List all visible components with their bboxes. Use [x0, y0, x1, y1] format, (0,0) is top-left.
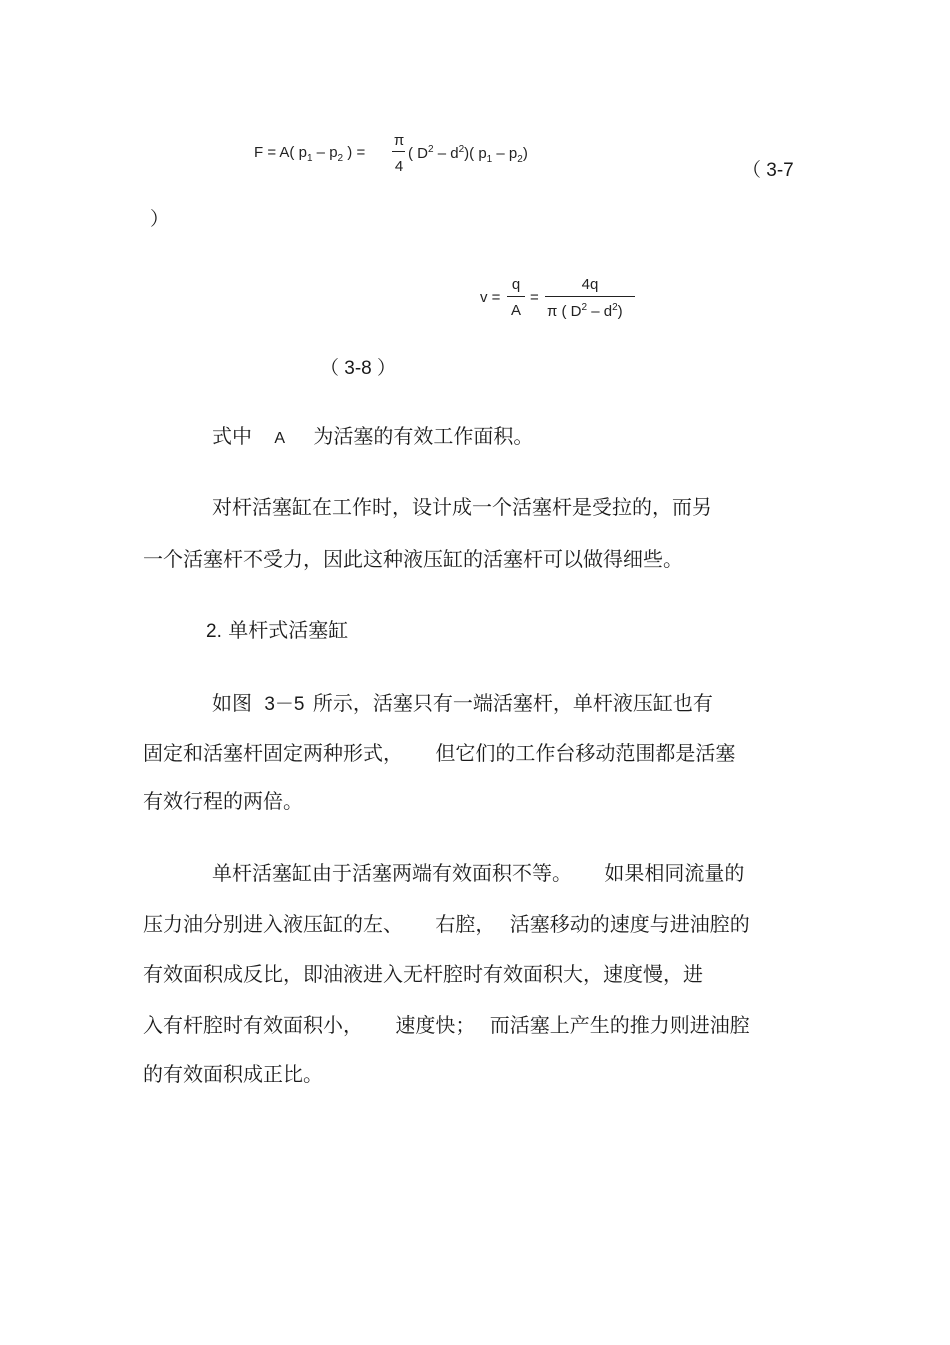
eq37-fraction-bar: [392, 151, 405, 152]
paragraph-line: 对杆活塞缸在工作时，设计成一个活塞杆是受拉的，而另: [212, 495, 712, 519]
section-heading: 2. 单杆式活塞缸: [206, 618, 349, 642]
paragraph-line: 的有效面积成正比。: [143, 1062, 323, 1086]
paragraph-line: 如图 3－5 所示，活塞只有一端活塞杆，单杆液压缸也有: [212, 691, 713, 715]
eq37-label: （ 3-7: [742, 160, 794, 181]
eq37-frac-numerator: π: [393, 132, 405, 149]
paragraph-line: 一个活塞杆不受力，因此这种液压缸的活塞杆可以做得细些。: [143, 547, 683, 571]
eq38-equals: =: [530, 289, 539, 306]
eq37-rhs: ( $D^2 - d^2$)( $p_1 - p_2$): [408, 144, 528, 165]
eq37-frac-denominator: 4: [394, 158, 404, 175]
variable-definition: 式中 A 为活塞的有效工作面积。: [212, 424, 534, 448]
eq37-label-close: ）: [150, 209, 170, 230]
paragraph-line: 单杆活塞缸由于活塞两端有效面积不等。 如果相同流量的: [212, 861, 745, 885]
eq38-label: （ 3-8 ）: [320, 358, 397, 379]
paragraph-line: 入有杆腔时有效面积小， 速度快； 而活塞上产生的推力则进油腔: [143, 1013, 750, 1037]
paragraph-line: 固定和活塞杆固定两种形式， 但它们的工作台移动范围都是活塞: [143, 741, 736, 765]
eq38-frac2-bar: [545, 296, 635, 297]
eq38-frac2-denominator: π ( $D^2 - d^2$): [547, 302, 623, 320]
eq37-lhs: F = A( $p_1 - p_2$ ) =: [254, 144, 366, 164]
paragraph-line: 有效面积成反比，即油液进入无杆腔时有效面积大，速度慢，进: [143, 962, 703, 986]
eq38-frac1-numerator: q: [511, 276, 521, 293]
eq38-frac1-denominator: A: [510, 302, 521, 319]
eq38-frac2-numerator: 4q: [581, 276, 599, 293]
eq38-lhs: v =: [480, 289, 501, 306]
paragraph-line: 有效行程的两倍。: [143, 789, 303, 813]
eq38-frac1-bar: [507, 296, 525, 297]
paragraph-line: 压力油分别进入液压缸的左、 右腔， 活塞移动的速度与进油腔的: [143, 912, 750, 936]
